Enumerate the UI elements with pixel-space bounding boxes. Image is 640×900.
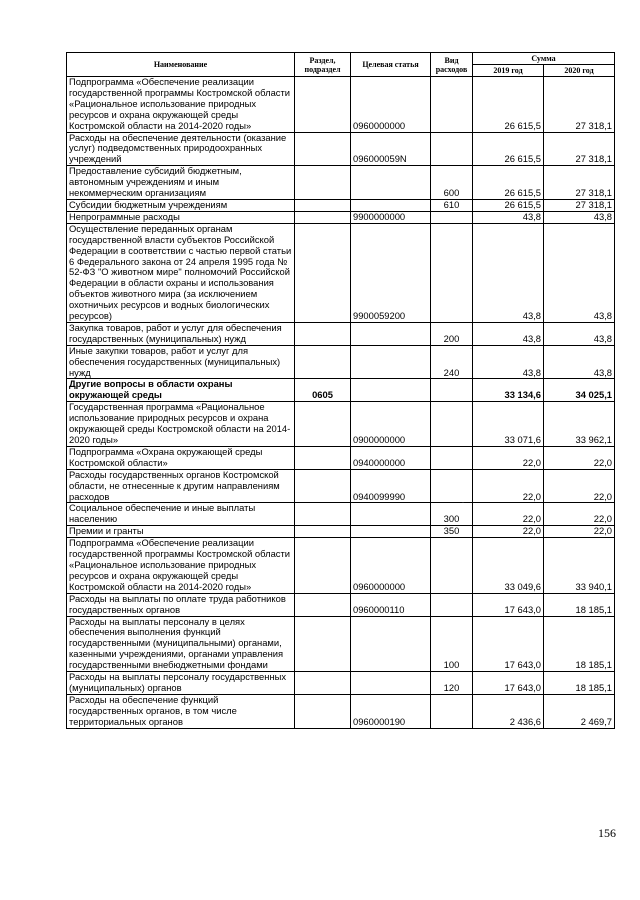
row-name-cell: Государственная программа «Рациональное использование природных ресурсов и охрана окружающей среды Костромской области на 2014-2020 годы» <box>67 402 295 447</box>
row-type-cell: 120 <box>431 672 473 695</box>
row-name-cell: Премии и гранты <box>67 526 295 538</box>
header-sum: Сумма <box>473 53 615 65</box>
row-target-cell <box>351 503 431 526</box>
row-target-cell <box>351 616 431 672</box>
row-section-cell <box>295 402 351 447</box>
row-type-cell <box>431 469 473 503</box>
row-sum-2019-cell: 22,0 <box>473 503 544 526</box>
row-type-cell <box>431 223 473 322</box>
row-sum-2019-cell: 17 643,0 <box>473 593 544 616</box>
row-name-cell: Осуществление переданных органам государственной власти субъектов Российской Федерации в соответствии с частью первой статьи 6 Федерального закона от 24 апреля 1995 года № 52-ФЗ "О животном мире" полномочий Российской Федерации в области охраны и использования объектов животного мира (за исключением охотничьих ресурсов и водных биологических ресурсов) <box>67 223 295 322</box>
row-sum-2019-cell: 43,8 <box>473 223 544 322</box>
row-type-cell <box>431 211 473 223</box>
row-section-cell: 0605 <box>295 379 351 402</box>
row-section-cell <box>295 211 351 223</box>
row-sum-2019-cell: 33 071,6 <box>473 402 544 447</box>
row-sum-2019-cell: 22,0 <box>473 446 544 469</box>
row-type-cell: 100 <box>431 616 473 672</box>
header-section: Раздел, подраздел <box>295 53 351 77</box>
row-target-cell: 0960000000 <box>351 77 431 133</box>
table-row <box>67 446 615 469</box>
row-sum-2020-cell: 18 185,1 <box>544 616 615 672</box>
row-sum-2019-cell: 33 134,6 <box>473 379 544 402</box>
table-row <box>67 672 615 695</box>
row-section-cell <box>295 322 351 345</box>
row-section-cell <box>295 345 351 379</box>
row-type-cell <box>431 132 473 166</box>
row-sum-2019-cell: 26 615,5 <box>473 132 544 166</box>
scan-speck: · <box>462 500 464 506</box>
row-sum-2020-cell: 27 318,1 <box>544 166 615 200</box>
row-sum-2020-cell: 22,0 <box>544 503 615 526</box>
row-section-cell <box>295 503 351 526</box>
row-section-cell <box>295 132 351 166</box>
table-row <box>67 223 615 322</box>
row-type-cell <box>431 402 473 447</box>
row-type-cell: 200 <box>431 322 473 345</box>
row-type-cell <box>431 446 473 469</box>
row-name-cell: Расходы на обеспечение деятельности (оказание услуг) подведомственных природоохранных учреждений <box>67 132 295 166</box>
row-name-cell: Подпрограмма «Охрана окружающей среды Костромской области» <box>67 446 295 469</box>
table-row <box>67 593 615 616</box>
row-target-cell: 0940000000 <box>351 446 431 469</box>
row-type-cell <box>431 694 473 728</box>
row-target-cell: 0900000000 <box>351 402 431 447</box>
table-row <box>67 616 615 672</box>
row-sum-2020-cell: 33 940,1 <box>544 538 615 594</box>
row-name-cell: Предоставление субсидий бюджетным, автономным учреждениям и иным некоммерческим организациям <box>67 166 295 200</box>
table-row <box>67 77 615 133</box>
row-name-cell: Расходы на обеспечение функций государственных органов, в том числе территориальных органов <box>67 694 295 728</box>
row-name-cell: Расходы на выплаты по оплате труда работников государственных органов <box>67 593 295 616</box>
row-name-cell: Иные закупки товаров, работ и услуг для обеспечения государственных (муниципальных) нужд <box>67 345 295 379</box>
row-target-cell: 0960000110 <box>351 593 431 616</box>
table-row <box>67 526 615 538</box>
row-target-cell: 9900000000 <box>351 211 431 223</box>
header-name: Наименование <box>67 53 295 77</box>
row-type-cell: 300 <box>431 503 473 526</box>
row-section-cell <box>295 694 351 728</box>
row-section-cell <box>295 77 351 133</box>
table-row <box>67 199 615 211</box>
table-row <box>67 132 615 166</box>
row-sum-2019-cell: 26 615,5 <box>473 166 544 200</box>
budget-table <box>66 52 615 729</box>
table-row <box>67 322 615 345</box>
table-row <box>67 402 615 447</box>
row-sum-2019-cell: 2 436,6 <box>473 694 544 728</box>
row-section-cell <box>295 166 351 200</box>
row-target-cell: 0940099990 <box>351 469 431 503</box>
row-sum-2020-cell: 18 185,1 <box>544 593 615 616</box>
row-sum-2020-cell: 18 185,1 <box>544 672 615 695</box>
row-sum-2020-cell: 22,0 <box>544 526 615 538</box>
row-type-cell <box>431 593 473 616</box>
row-target-cell <box>351 345 431 379</box>
row-section-cell <box>295 446 351 469</box>
row-name-cell: Подпрограмма «Обеспечение реализации государственной программы Костромской области «Рациональное использование природных ресурсов и охрана окружающей среды Костромской области на 2014-2020 годы» <box>67 538 295 594</box>
table-row <box>67 345 615 379</box>
row-name-cell: Другие вопросы в области охраны окружающей среды <box>67 379 295 402</box>
row-target-cell <box>351 166 431 200</box>
row-type-cell: 600 <box>431 166 473 200</box>
row-sum-2019-cell: 22,0 <box>473 526 544 538</box>
row-sum-2020-cell: 43,8 <box>544 223 615 322</box>
table-row <box>67 694 615 728</box>
row-target-cell <box>351 322 431 345</box>
row-sum-2020-cell: 2 469,7 <box>544 694 615 728</box>
row-sum-2020-cell: 27 318,1 <box>544 77 615 133</box>
row-name-cell: Закупка товаров, работ и услуг для обеспечения государственных (муниципальных) нужд <box>67 322 295 345</box>
header-year-2019: 2019 год <box>473 65 544 77</box>
row-section-cell <box>295 199 351 211</box>
row-section-cell <box>295 538 351 594</box>
row-type-cell <box>431 77 473 133</box>
row-sum-2020-cell: 22,0 <box>544 469 615 503</box>
row-target-cell <box>351 526 431 538</box>
row-section-cell <box>295 593 351 616</box>
row-sum-2019-cell: 43,8 <box>473 211 544 223</box>
row-sum-2019-cell: 22,0 <box>473 469 544 503</box>
row-sum-2019-cell: 33 049,6 <box>473 538 544 594</box>
row-target-cell <box>351 199 431 211</box>
row-name-cell: Непрограммные расходы <box>67 211 295 223</box>
row-sum-2019-cell: 26 615,5 <box>473 199 544 211</box>
row-section-cell <box>295 672 351 695</box>
row-name-cell: Расходы на выплаты персоналу в целях обеспечения выполнения функций государственными (муниципальными) органами, казенными учреждениями, органами управления государственными внебюджетными фондами <box>67 616 295 672</box>
row-type-cell <box>431 379 473 402</box>
row-name-cell: Расходы на выплаты персоналу государственных (муниципальных) органов <box>67 672 295 695</box>
header-type: Вид расходов <box>431 53 473 77</box>
row-target-cell <box>351 379 431 402</box>
row-sum-2019-cell: 17 643,0 <box>473 616 544 672</box>
row-type-cell: 610 <box>431 199 473 211</box>
row-sum-2020-cell: 27 318,1 <box>544 132 615 166</box>
row-target-cell <box>351 672 431 695</box>
row-section-cell <box>295 469 351 503</box>
row-sum-2019-cell: 43,8 <box>473 345 544 379</box>
row-target-cell: 096000059N <box>351 132 431 166</box>
row-name-cell: Подпрограмма «Обеспечение реализации государственной программы Костромской области «Рациональное использование природных ресурсов и охрана окружающей среды Костромской области на 2014-2020 годы» <box>67 77 295 133</box>
row-sum-2019-cell: 17 643,0 <box>473 672 544 695</box>
header-year-2020: 2020 год <box>544 65 615 77</box>
row-target-cell: 0960000000 <box>351 538 431 594</box>
row-sum-2020-cell: 33 962,1 <box>544 402 615 447</box>
row-section-cell <box>295 526 351 538</box>
row-target-cell: 9900059200 <box>351 223 431 322</box>
row-section-cell <box>295 223 351 322</box>
row-type-cell: 350 <box>431 526 473 538</box>
row-name-cell: Субсидии бюджетным учреждениям <box>67 199 295 211</box>
row-type-cell: 240 <box>431 345 473 379</box>
row-target-cell: 0960000190 <box>351 694 431 728</box>
row-sum-2020-cell: 27 318,1 <box>544 199 615 211</box>
row-sum-2020-cell: 22,0 <box>544 446 615 469</box>
scan-speck: · <box>470 346 472 352</box>
page-number: 156 <box>598 826 616 840</box>
table-header <box>67 53 615 77</box>
row-name-cell: Социальное обеспечение и иные выплаты населению <box>67 503 295 526</box>
table-row <box>67 379 615 402</box>
table-body <box>67 77 615 729</box>
row-type-cell <box>431 538 473 594</box>
row-sum-2019-cell: 26 615,5 <box>473 77 544 133</box>
row-sum-2019-cell: 43,8 <box>473 322 544 345</box>
row-sum-2020-cell: 43,8 <box>544 345 615 379</box>
row-sum-2020-cell: 43,8 <box>544 211 615 223</box>
table-row <box>67 469 615 503</box>
row-sum-2020-cell: 43,8 <box>544 322 615 345</box>
table-row <box>67 211 615 223</box>
header-target: Целевая статья <box>351 53 431 77</box>
table-row <box>67 166 615 200</box>
table-row <box>67 503 615 526</box>
table-row <box>67 538 615 594</box>
row-sum-2020-cell: 34 025,1 <box>544 379 615 402</box>
row-section-cell <box>295 616 351 672</box>
row-name-cell: Расходы государственных органов Костромской области, не отнесенные к другим направлениям расходов <box>67 469 295 503</box>
